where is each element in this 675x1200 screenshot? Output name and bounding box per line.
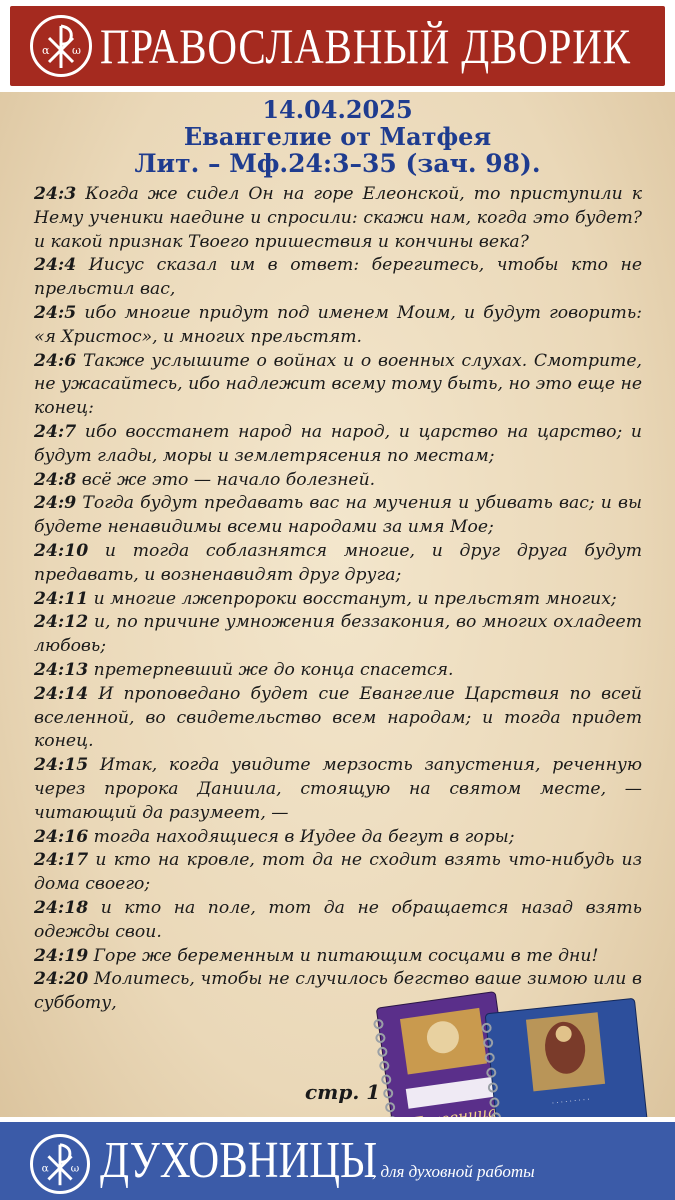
verse-number: 24:15: [34, 755, 89, 776]
verse-text: Тогда будут предавать вас на мучения и убивать вас; и вы будете ненавидимы всеми народами за имя Мое;: [34, 493, 642, 538]
bottom-banner: [0, 1117, 675, 1200]
verse-text: ибо восстанет народ на народ, и царство на царство; и будут глады, моры и землетрясения по местам;: [34, 421, 642, 466]
verse: [34, 754, 642, 825]
verse-text: Итак, когда увидите мерзость запустения, реченную через пророка Даниила, стоящую на святом месте, — читающий да разумеет, —: [34, 755, 642, 823]
verse: [34, 302, 642, 350]
chi-rho-logo-icon: [30, 1134, 90, 1194]
verse: [34, 588, 642, 612]
chi-rho-logo-icon: [30, 15, 92, 77]
reading-header: [0, 96, 675, 177]
verse: [34, 183, 642, 254]
bottom-brand-subtitle: , для духовной работы: [372, 1162, 535, 1181]
verse: [34, 540, 642, 588]
verse-number: 24:19: [34, 945, 89, 966]
verse: [34, 945, 642, 969]
top-banner: [0, 0, 675, 92]
svg-text:. . . . . . . . .: . . . . . . . . .: [551, 1093, 590, 1106]
scripture-text: [34, 183, 642, 1016]
verse-text: И проповедано будет сие Евангелие Царствия по всей вселенной, во свидетельство всем народам; и тогда придет конец.: [34, 683, 642, 752]
svg-text:α: α: [41, 1162, 49, 1175]
verse: [34, 421, 642, 469]
verse-text: Когда же сидел Он на горе Елеонской, то приступили к Нему ученики наедине и спросили: скажи нам, когда это будет? и какой признак Твоего пришествия и кончины века?: [34, 184, 642, 252]
verse: [34, 897, 642, 945]
verse-text: и многие лжепророки восстанут, и прельстят многих;: [88, 588, 617, 609]
verse-number: 24:11: [34, 588, 89, 609]
svg-text:α: α: [42, 44, 50, 57]
verse-number: 24:5: [34, 302, 77, 323]
verse-number: 24:20: [34, 969, 89, 990]
site-title: ПРАВОСЛАВНЫЙ ДВОРИК: [100, 18, 631, 74]
verse-number: 24:7: [34, 421, 77, 442]
verse-number: 24:8: [34, 469, 77, 490]
verse-text: Молитесь, чтобы не случилось бегство ваше зимою или в субботу,: [34, 969, 642, 1014]
verse: [34, 469, 642, 493]
verse-number: 24:17: [34, 850, 89, 871]
verse: [34, 254, 642, 302]
verse-number: 24:13: [34, 659, 89, 680]
verse-text: всё же это — начало болезней.: [76, 469, 376, 490]
verse: [34, 826, 642, 850]
verse: [34, 849, 642, 897]
verse-text: и кто на кровле, тот да не сходит взять что-нибудь из дома своего;: [34, 850, 642, 895]
svg-text:ω: ω: [72, 44, 81, 57]
verse-text: Горе же беременным и питающим сосцами в те дни!: [88, 945, 599, 966]
verse-number: 24:12: [34, 612, 89, 633]
verse-number: 24:9: [34, 493, 77, 514]
verse-text: и кто на поле, тот да не обращается назад взять одежды свои.: [34, 897, 642, 942]
bottom-banner-blue: [0, 1122, 675, 1200]
verse-text: Также услышите о войнах и о военных слухах. Смотрите, не ужасайтесь, ибо надлежит всему тому быть, но это еще не конец:: [34, 350, 642, 419]
verse: [34, 683, 642, 754]
page-number: стр. 1: [305, 1080, 381, 1104]
verse-text: Иисус сказал им в ответ: берегитесь, чтобы кто не прельстил вас,: [34, 255, 642, 300]
verse-number: 24:4: [34, 255, 77, 276]
verse-text: и, по причине умножения беззакония, во многих охладеет любовь;: [34, 612, 642, 657]
verse-number: 24:16: [34, 826, 89, 847]
bottom-brand-title: ДУХОВНИЦЫ: [100, 1132, 378, 1189]
verse-text: тогда находящиеся в Иудее да бегут в горы;: [88, 826, 515, 847]
reading-reference: Лит. – Мф.24:3–35 (зач. 98).: [134, 149, 541, 178]
verse-number: 24:14: [34, 683, 89, 704]
verse-text: претерпевший же до конца спасется.: [88, 659, 454, 680]
verse-number: 24:6: [34, 350, 77, 371]
reading-date: 14.04.2025: [262, 95, 413, 124]
verse: [34, 659, 642, 683]
svg-text:ω: ω: [70, 1162, 80, 1175]
verse-number: 24:3: [34, 184, 77, 204]
gospel-name: Евангелие от Матфея: [183, 122, 492, 151]
verse: [34, 611, 642, 659]
verse-text: ибо многие придут под именем Моим, и будут говорить: «я Христос», и многих прельстят.: [34, 302, 642, 347]
verse-number: 24:18: [34, 897, 89, 918]
verse-text: и тогда соблазнятся многие, и друг друга будут предавать, и возненавидят друг друга;: [34, 540, 642, 585]
verse: [34, 492, 642, 540]
verse-number: 24:10: [34, 540, 89, 561]
verse: [34, 350, 642, 421]
